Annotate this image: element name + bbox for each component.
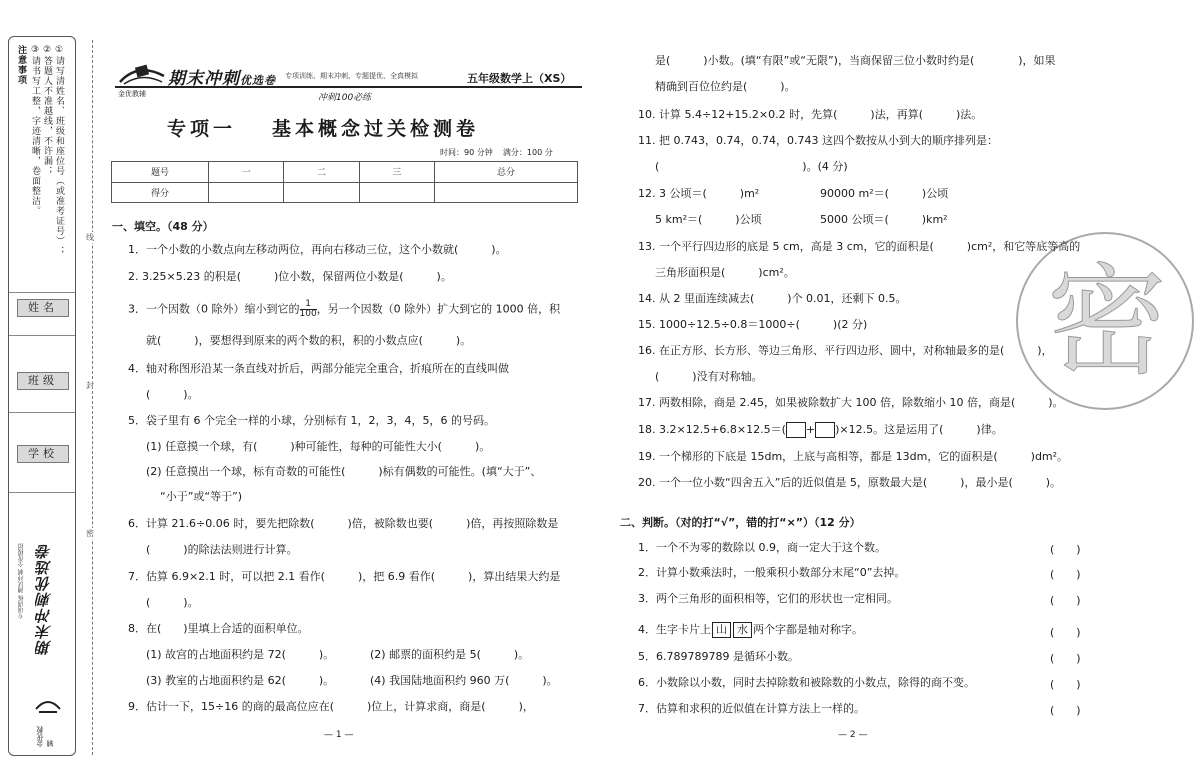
answer-paren[interactable]: ( ) [1050, 568, 1081, 581]
question-line: (2) 邮票的面积约是 5( )。 [370, 648, 530, 661]
table-cell: 得分 [112, 182, 209, 203]
question-line: 精确到百位位约是( )。 [655, 80, 796, 93]
strip-logo-text: 期末冲刺优选卷 [35, 543, 53, 655]
question-line: 三角形面积是( )cm²。 [655, 266, 795, 279]
section-heading: 二、判断。（对的打“√”，错的打“×”）（12 分） [620, 516, 861, 529]
company-name: 金优教辅 [118, 90, 146, 98]
time-info: 时间：90 分钟 满分：100 分 [440, 148, 553, 157]
strip-logo-sub: 专项训练 测试冲刺 全优模拟 [18, 543, 25, 619]
question-line: (1) 故宫的占地面积约是 72( )。 [146, 648, 335, 661]
question-line: 16. 在正方形、长方形、等边三角形、平行四边形、圆中，对称轴最多的是( )， [638, 344, 1053, 357]
question-line: 8．在( )里填上合适的面积单位。 [128, 622, 309, 635]
answer-paren[interactable]: ( ) [1050, 626, 1081, 639]
stamp-char: 密 [1047, 253, 1167, 392]
question-line: 12. 3 公顷＝( )m² [638, 187, 760, 200]
question-line: (4) 我国陆地面积约 960 万( )。 [370, 674, 558, 687]
notice-line: ③请书写工整，字迹清晰，卷面整洁。 [30, 45, 40, 216]
class-field-label: 班级 [17, 372, 69, 390]
question-line: 7．估算 6.9×2.1 时，可以把 2.1 看作( )，把 6.9 看作( )，算出结果大约是 [128, 570, 561, 583]
judge-line: 2．计算小数乘法时，一般乘积小数部分末尾“0”去掉。 [638, 566, 906, 579]
notice-line: ②答题人不准越线，不许漏； [42, 45, 52, 176]
char-card: 山 [712, 622, 731, 638]
question-line: 5．袋子里有 6 个完全一样的小球，分别标有 1，2，3，4，5，6 的号码。 [128, 414, 495, 427]
book-logo-icon [118, 60, 166, 88]
question-line: 5000 公顷＝( )km² [820, 213, 948, 226]
table-cell: 一 [209, 162, 284, 183]
question-line: 10. 计算 5.4÷12+15.2×0.2 时，先算( )法，再算( )法。 [638, 108, 983, 121]
question-line: (3) 教室的占地面积约是 62( )。 [146, 674, 335, 687]
notice-block [15, 45, 71, 295]
score-entry[interactable] [209, 182, 284, 203]
question-line: 是( )小数。(填“有限”或“无限”)，当商保留三位小数时约是( )，如果 [655, 54, 1056, 67]
school-field-label: 学校 [17, 445, 69, 463]
page-title: 专项一 基本概念过关检测卷 [167, 118, 480, 140]
question-line: 就( )，要想得到原来的两个数的积，积的小数点应( )。 [146, 334, 472, 347]
cut-mark: 封 [86, 381, 94, 390]
judge-line: 5．6.789789789 是循环小数。 [638, 650, 799, 663]
question-line: ( )。 [146, 388, 199, 401]
char-card: 水 [733, 622, 752, 638]
header-rule [115, 86, 582, 88]
answer-paren[interactable]: ( ) [1050, 594, 1081, 607]
question-line: 3．一个因数（0 除外）缩小到它的 $\frac{1}{100}$ ，另一个因数（0 除外）扩大到它的 1000 倍，积 [128, 299, 561, 319]
cut-line [92, 40, 93, 755]
page-number: — 2 — [838, 730, 868, 740]
table-row [112, 182, 578, 203]
question-line: ( )没有对称轴。 [655, 370, 763, 383]
answer-paren[interactable]: ( ) [1050, 678, 1081, 691]
score-entry[interactable] [359, 182, 434, 203]
divider [9, 412, 75, 413]
binding-strip [8, 36, 76, 756]
grade-label: 五年级数学上（XS） [467, 72, 572, 85]
judge-line: 3．两个三角形的面积相等，它们的形状也一定相同。 [638, 592, 898, 605]
section-heading: 一、填空。（48 分） [112, 220, 214, 233]
score-table [111, 161, 578, 203]
table-cell: 三 [359, 162, 434, 183]
secret-stamp [1016, 232, 1194, 410]
question-line: 17. 两数相除，商是 2.45，如果被除数扩大 100 倍，除数缩小 10 倍，商是( )。 [638, 396, 1064, 409]
cut-mark: 线 [86, 233, 94, 242]
question-line: 1．一个小数的小数点向左移动两位，再向右移动三位，这个小数就( )。 [128, 243, 507, 256]
question-line: (1) 任意摸一个球，有( )种可能性，每种的可能性大小( )。 [146, 440, 491, 453]
question-line: 19. 一个梯形的下底是 15dm，上底与高相等，都是 13dm，它的面积是( )dm²。 [638, 450, 1069, 463]
divider [9, 335, 75, 336]
strip-company: 金优教辅 [36, 726, 54, 747]
score-entry[interactable] [284, 182, 359, 203]
question-line: 2. 3.25×5.23 的积是( )位小数，保留两位小数是( )。 [128, 270, 452, 283]
answer-box[interactable] [786, 422, 806, 438]
judge-line: 4．生字卡片上 山 水 两个字都是轴对称字。 [638, 623, 863, 636]
question-line: 18. 3.2×12.5+6.8×12.5＝( + )×12.5。这是运用了( )律。 [638, 423, 1003, 436]
slogan: 专项训练、期末冲刺、专题提优、全真模拟 [285, 72, 418, 80]
question-line: 5 km²＝( )公顷 [655, 213, 762, 226]
question-line: 6．计算 21.6÷0.06 时，要先把除数( )倍，被除数也要( )倍，再按照除数是 [128, 517, 559, 530]
question-line: ( )。(4 分) [655, 160, 848, 173]
table-row [112, 162, 578, 183]
question-line: 14. 从 2 里面连续减去( )个 0.01，还剩下 0.5。 [638, 292, 907, 305]
divider [9, 292, 75, 293]
question-line: 15. 1000÷12.5÷0.8＝1000÷( )(2 分) [638, 318, 868, 331]
score-entry[interactable] [434, 182, 577, 203]
question-line: 90000 m²＝( )公顷 [820, 187, 949, 200]
name-field-label: 姓名 [17, 299, 69, 317]
brand-logo: 期末冲刺优选卷 [168, 69, 276, 89]
book-logo-icon [33, 687, 63, 717]
sub-tag: 冲刺100必练 [318, 93, 372, 103]
judge-line: 1．一个不为零的数除以 0.9，商一定大于这个数。 [638, 541, 886, 554]
question-line: ( )。 [146, 596, 199, 609]
question-line: “小于”或“等于”) [160, 490, 243, 503]
question-line: 20. 一个一位小数“四舍五入”后的近似值是 5，原数最大是( )，最小是( )。 [638, 476, 1062, 489]
question-line: 4．轴对称图形沿某一条直线对折后，两部分能完全重合，折痕所在的直线叫做 [128, 362, 509, 375]
divider [9, 492, 75, 493]
strip-logo [13, 537, 73, 747]
question-line: 11. 把 0.743，0.7̇4，0.7̇4̇，0.74̇3 这四个数按从小到大的顺序排列是： [638, 134, 998, 147]
judge-line: 7．估算和求积的近似值在计算方法上一样的。 [638, 702, 865, 715]
answer-box[interactable] [815, 422, 835, 438]
page-number: — 1 — [324, 730, 354, 740]
question-line: 9．估计一下，15÷16 的商的最高位应在( )位上，计算求商，商是( )， [128, 700, 534, 713]
question-line: (2) 任意摸出一个球，标有奇数的可能性( )标有偶数的可能性。(填“大于”、 [146, 465, 542, 478]
notice-line: ①请写清姓名、班级和座位号（或准考证号）； [54, 45, 64, 256]
question-line: ( )的除法法则进行计算。 [146, 543, 298, 556]
table-cell: 二 [284, 162, 359, 183]
answer-paren[interactable]: ( ) [1050, 652, 1081, 665]
cut-mark: 密 [86, 529, 94, 538]
question-line: 13. 一个平行四边形的底是 5 cm，高是 3 cm，它的面积是( )cm²，和它等底等高的 [638, 240, 1081, 253]
table-cell: 题号 [112, 162, 209, 183]
judge-line: 6．小数除以小数，同时去掉除数和被除数的小数点，除得的商不变。 [638, 676, 975, 689]
fraction: $\frac{1}{100}$ [299, 299, 317, 319]
answer-paren[interactable]: ( ) [1050, 704, 1081, 717]
notice-title: 注意事项 [16, 45, 26, 85]
answer-paren[interactable]: ( ) [1050, 543, 1081, 556]
table-cell: 总分 [434, 162, 577, 183]
